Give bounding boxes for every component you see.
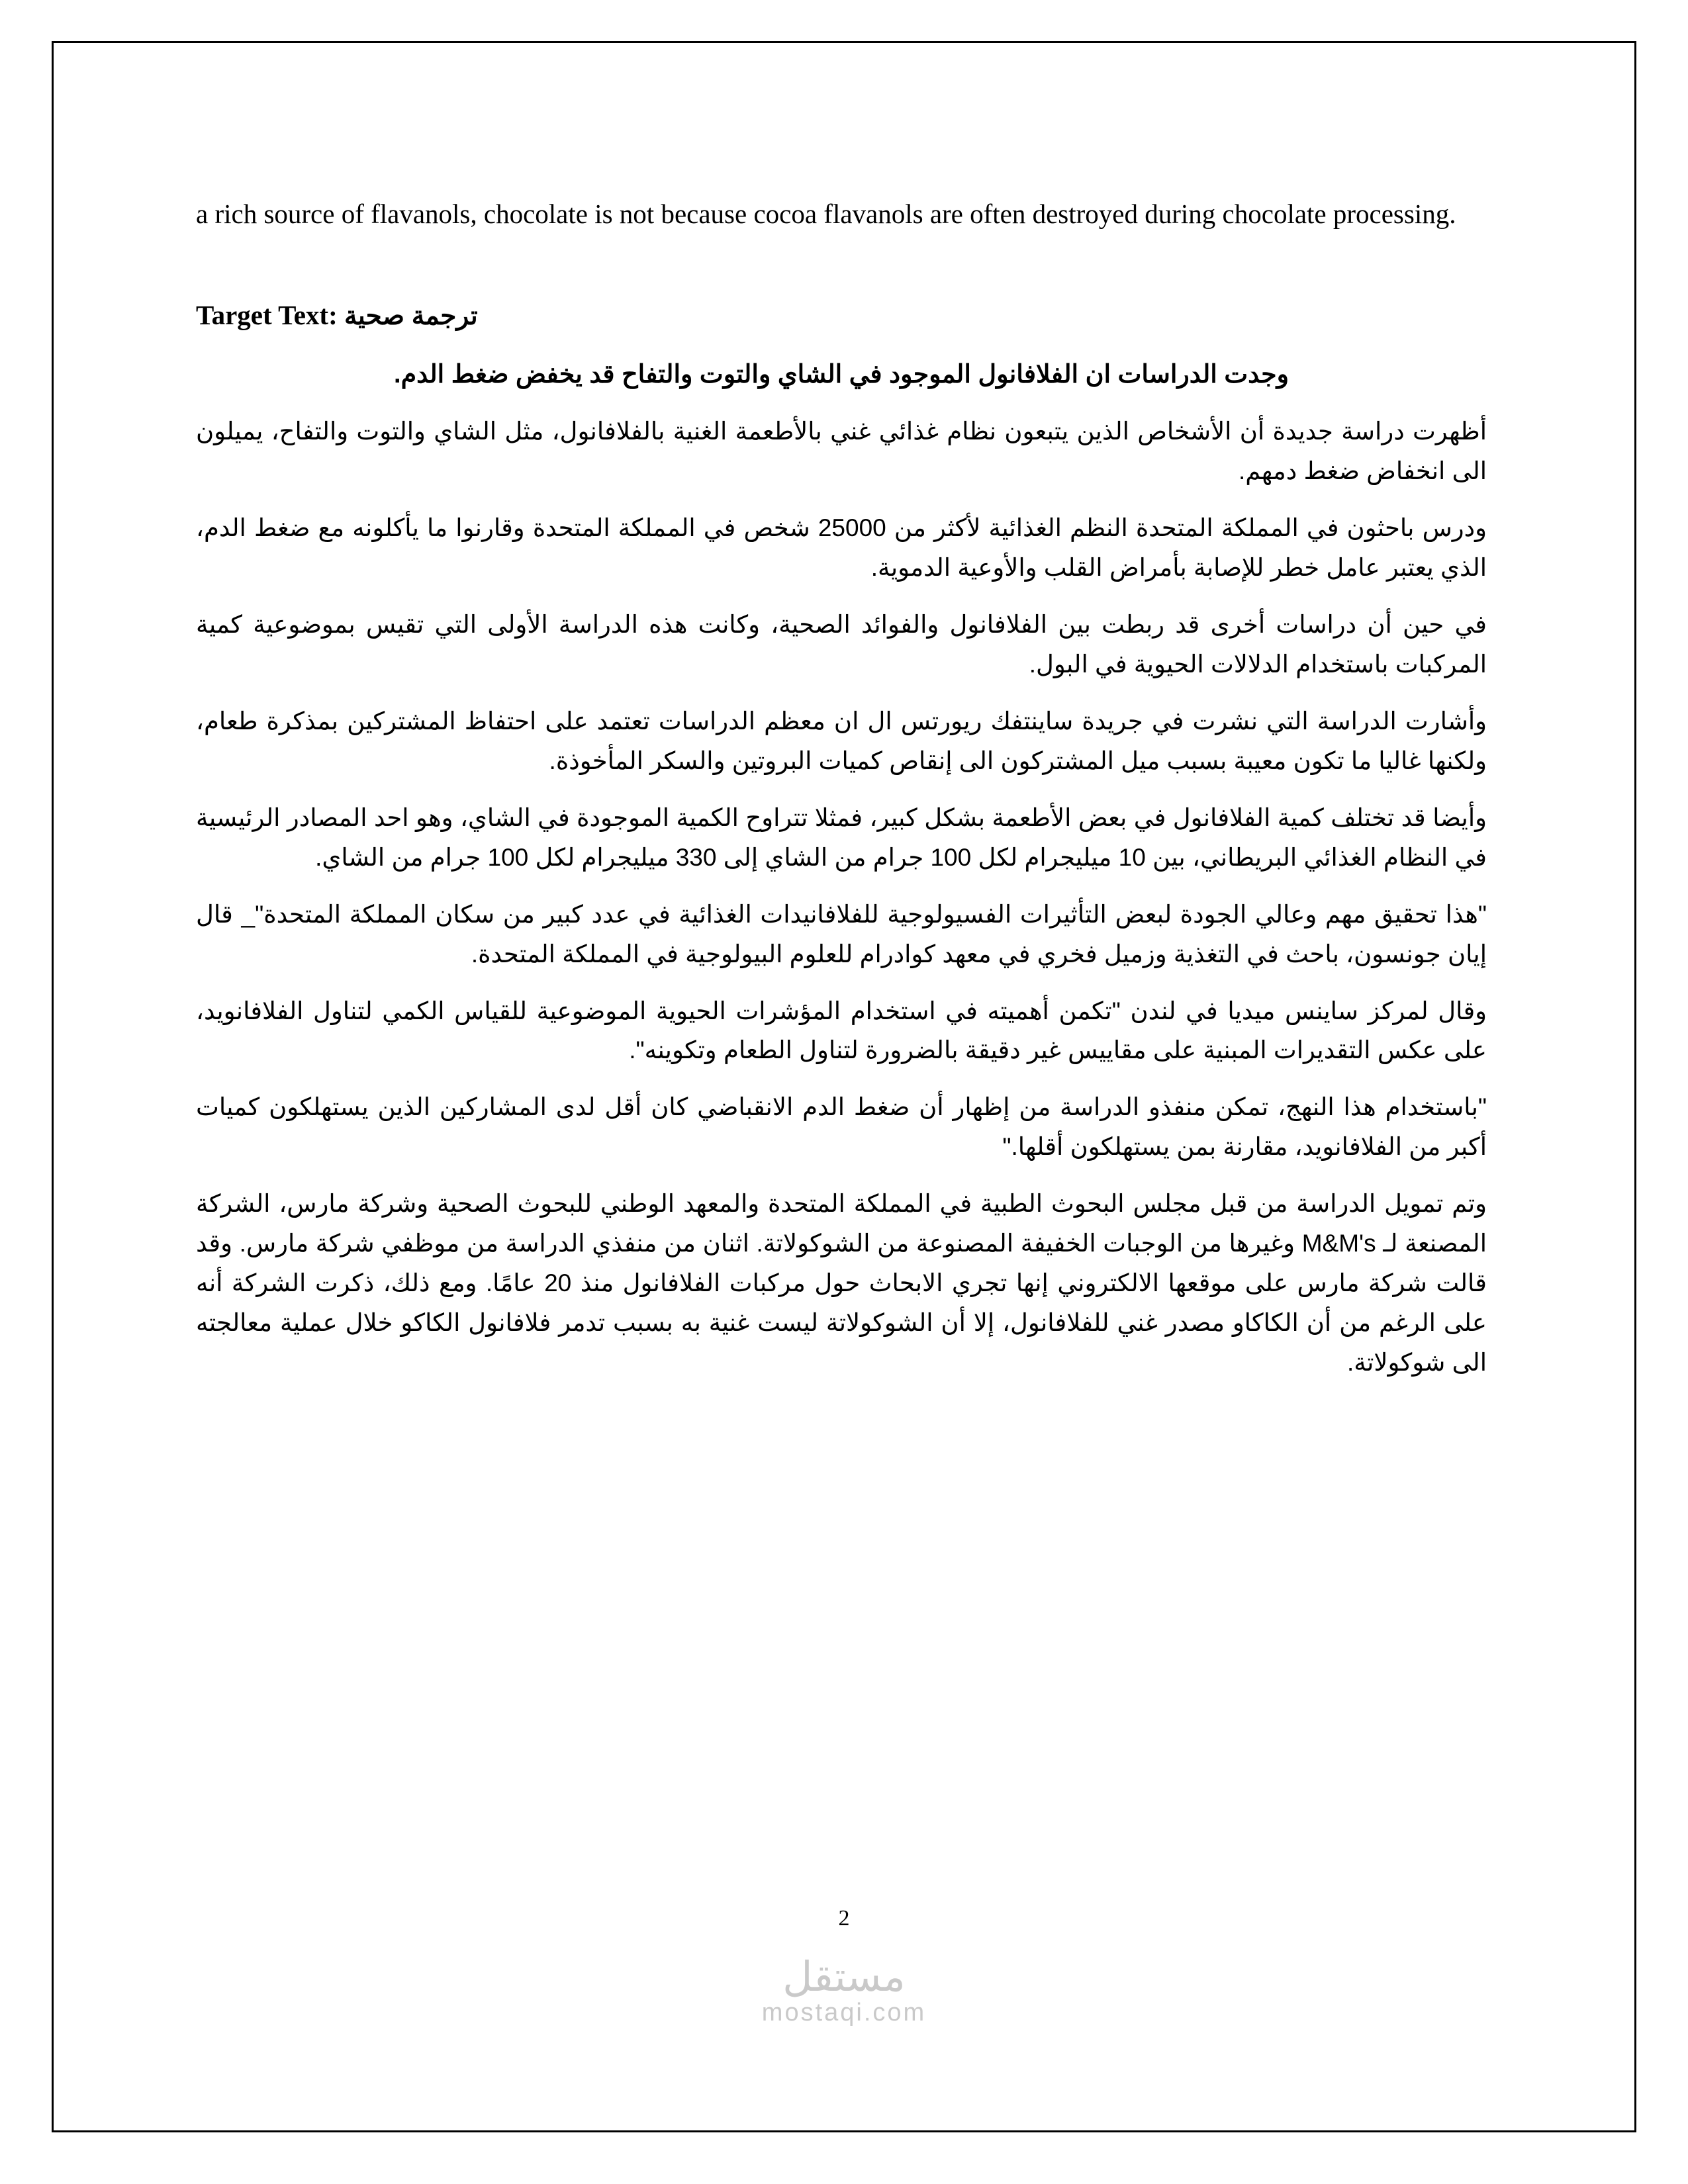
- page-number: 2: [838, 1906, 850, 1931]
- watermark: [54, 1956, 1634, 2027]
- arabic-paragraph-3: في حين أن دراسات أخرى قد ربطت بين الفلافانول والفوائد الصحية، وكانت هذه الدراسة الأولى التي تقيس بموضوعية كمية المركبات باستخدام الدلالات الحيوية في البول.: [196, 611, 1487, 678]
- target-text-label: Target Text:: [196, 299, 338, 330]
- arabic-paragraph-5: وأيضا قد تختلف كمية الفلافانول في بعض الأطعمة بشكل كبير، فمثلا تتراوح الكمية الموجودة في الشاي، وهو احد المصادر الرئيسية في النظام الغذائي البريطاني، بين 10 ميليجرام لكل 100 جرام من الشاي إلى 330 ميليجرام لكل 100 جرام من الشاي.: [196, 803, 1487, 871]
- document-content: [196, 195, 1487, 1400]
- spacer: [196, 233, 1487, 296]
- arabic-paragraph-2: ودرس باحثون في المملكة المتحدة النظم الغذائية لأكثر من 25000 شخص في المملكة المتحدة وقارنوا ما يأكلونه مع ضغط الدم، الذي يعتبر عامل خطر للإصابة بأمراض القلب والأوعية الدموية.: [196, 514, 1487, 582]
- spacer: [196, 334, 1487, 357]
- target-text-heading: [196, 296, 1487, 335]
- arabic-paragraph-4: وأشارت الدراسة التي نشرت في جريدة ساينتفك ريورتس ال ان معظم الدراسات تعتمد على احتفاظ المشتركين بمذكرة طعام، ولكنها غاليا ما تكون معيبة بسبب ميل المشتركون الى إنقاص كميات البروتين والسكر المأخوذة.: [196, 707, 1487, 774]
- arabic-paragraph-1: أظهرت دراسة جديدة أن الأشخاص الذين يتبعون نظام غذائي غني بالأطعمة الغنية بالفلافانول، مثل الشاي والتوت والتفاح، يميلون الى انخفاض ضغط دمهم.: [196, 418, 1487, 485]
- document-page: [52, 41, 1636, 2132]
- watermark-arabic: مستقل: [782, 1954, 906, 2000]
- arabic-paragraph-9: وتم تمويل الدراسة من قبل مجلس البحوث الطبية في المملكة المتحدة والمعهد الوطني للبحوث الصحية وشركة مارس، الشركة المصنعة لـ M&M's وغيرها من الوجبات الخفيفة المصنوعة من الشوكولاتة. اثنان من منفذي الدراسة من موظفي شركة مارس. وقد قالت شركة مارس على موقعها الالكتروني إنها تجري الابحاث حول مركبات الفلافانول منذ 20 عامًا. ومع ذلك، ذكرت الشركة أنه على الرغم من أن الكاكاو مصدر غني للفلافانول، إلا أن الشوكولاتة ليست غنية به بسبب تدمر فلافانول الكاكو خلال عملية معالجته الى شوكولاتة.: [196, 1190, 1487, 1377]
- arabic-paragraph-8: "باستخدام هذا النهج، تمكن منفذو الدراسة من إظهار أن ضغط الدم الانقباضي كان أقل لدى المشاركين الذين يستهلكون كميات أكبر من الفلافانويد، مقارنة بمن يستهلكون أقلها.": [196, 1093, 1487, 1161]
- arabic-paragraph-6: "هذا تحقيق مهم وعالي الجودة لبعض التأثيرات الفسيولوجية للفلافانيدات الغذائية في عدد كبير من سكان المملكة المتحدة"_ قال إيان جونسون، باحث في التغذية وزميل فخري في معهد كوادرام للعلوم البيولوجية في المملكة المتحدة.: [196, 900, 1487, 968]
- arabic-heading: وجدت الدراسات ان الفلافانول الموجود في الشاي والتوت والتفاح قد يخفض ضغط الدم.: [394, 361, 1289, 389]
- watermark-latin: mostaqi.com: [761, 1999, 927, 2027]
- arabic-paragraph-7: وقال لمركز ساينس ميديا في لندن "تكمن أهميته في استخدام المؤشرات الحيوية الموضوعية للقياس الكمي لتناول الفلافانويد، على عكس التقديرات المبنية على مقاييس غير دقيقة بالضرورة لتناول الطعام وتكوينه".: [196, 997, 1487, 1064]
- english-paragraph: a rich source of flavanols, chocolate is not because cocoa flavanols are often destroyed during chocolate processing.: [196, 199, 1456, 229]
- target-title-arabic: ترجمة صحية: [344, 301, 478, 330]
